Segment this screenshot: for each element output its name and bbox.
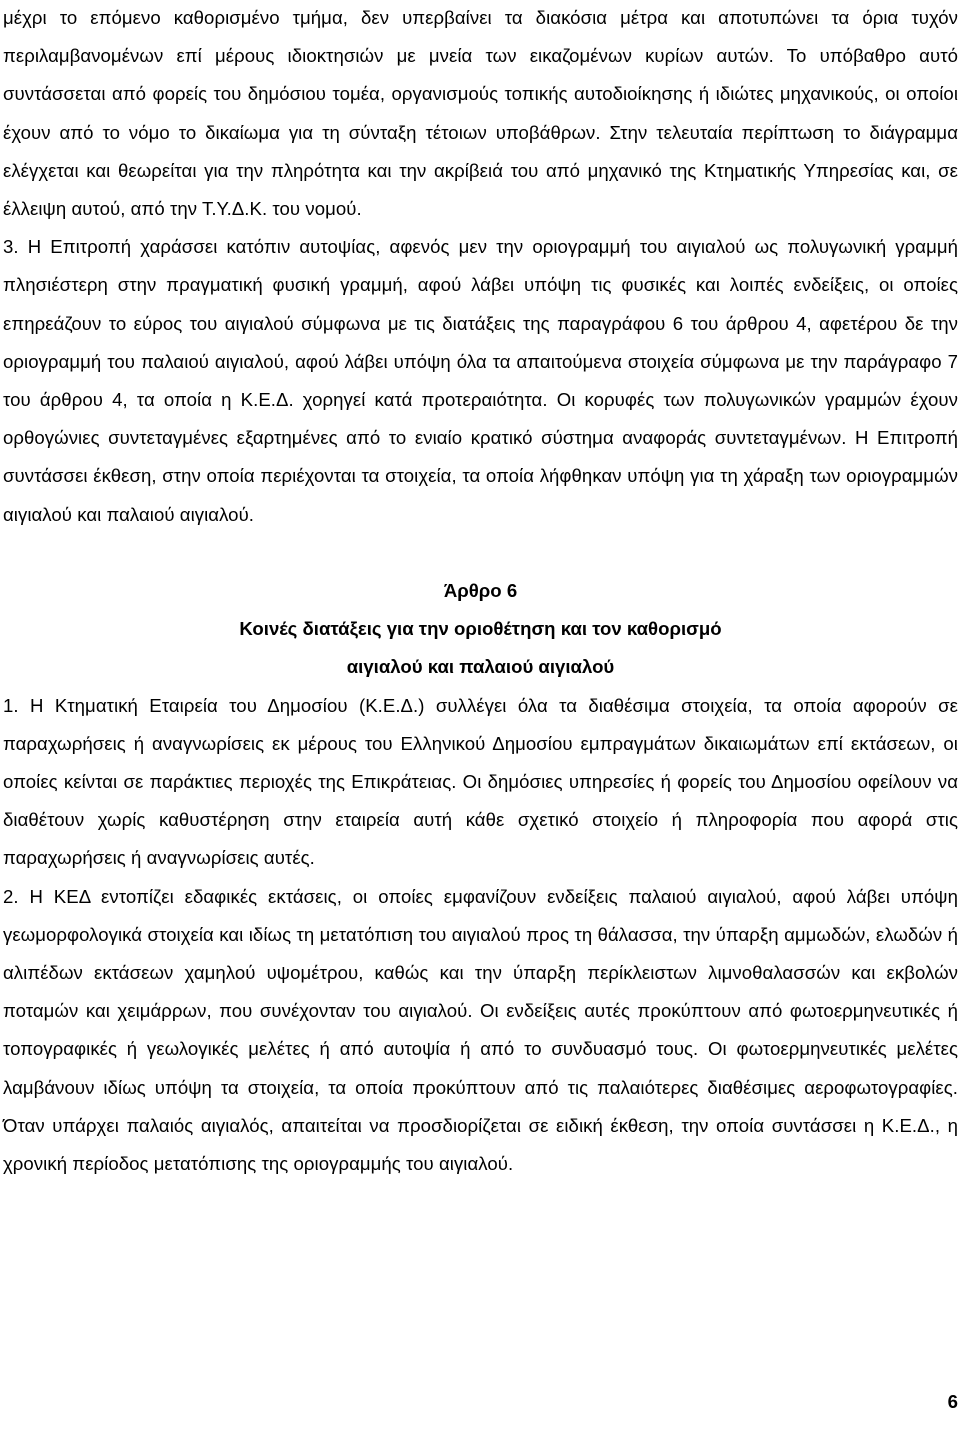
paragraph-2: 2. Η ΚΕΔ εντοπίζει εδαφικές εκτάσεις, οι οποίες εμφανίζουν ενδείξεις παλαιού αιγιαλού, αφού λάβει υπόψη γεωμορφολογικά στοιχεία και ιδίως τη μετατόπιση του αιγιαλού προς τη θάλασσα, την ύπαρξη αμμωδών, ελωδών ή αλιπέδων εκτάσεων χαμηλού υψομέτρου, καθώς και την ύπαρξη περίκλειστων λιμνοθαλασσών και εκβολών ποταμών και χειμάρρων, που συνέχονταν του αιγιαλού. Οι ενδείξεις αυτές προκύπτουν από φωτοερμηνευτικές ή τοπογραφικές ή γεωλογικές μελέτες ή από αυτοψία ή από το συνδυασμό τους. Οι φωτοερμηνευτικές μελέτες λαμβάνουν ιδίως υπόψη τα στοιχεία, τα οποία προκύπτουν από τις παλαιότερες διαθέσιμες αεροφωτογραφίες. Όταν υπάρχει παλαιός αιγιαλός, απαιτείται να προσδιορίζεται σε ειδική έκθεση, την οποία συντάσσει η Κ.Ε.Δ., η χρονική περίοδος μετατόπισης της οριογραμμής του αιγιαλού. — [3, 885, 958, 1175]
paragraph-3: 3. Η Επιτροπή χαράσσει κατόπιν αυτοψίας, αφενός μεν την οριογραμμή του αιγιαλού ως πολυγωνική γραμμή πλησιέστερη στην πραγματική φυσική γραμμή, αφού λάβει υπόψη τις φυσικές και λοιπές ενδείξεις, οι οποίες επηρεάζουν το εύρος του αιγιαλού σύμφωνα με τις διατάξεις της παραγράφου 6 του άρθρου 4, αφετέρου δε την οριογραμμή του παλαιού αιγιαλού, αφού λάβει υπόψη όλα τα απαιτούμενα στοιχεία σύμφωνα με την παράγραφο 7 του άρθρου 4, τα οποία η Κ.Ε.Δ. χορηγεί κατά προτεραιότητα. Οι κορυφές των πολυγωνικών γραμμών έχουν ορθογώνιες συντεταγμένες εξαρτημένες από το ενιαίο κρατικό σύστημα αναφοράς συντεταγμένων. Η Επιτροπή συντάσσει έκθεση, στην οποία περιέχονται τα στοιχεία, τα οποία λήφθηκαν υπόψη για τη χάραξη των οριογραμμών αιγιαλού και παλαιού αιγιαλού. — [3, 236, 958, 525]
paragraph-1: 1. Η Κτηματική Εταιρεία του Δημοσίου (Κ.Ε.Δ.) συλλέγει όλα τα διαθέσιμα στοιχεία, τα οποία αφορούν σε παραχωρήσεις ή αναγνωρίσεις εκ μέρους του Ελληνικού Δημοσίου εμπραγμάτων δικαιωμάτων επί εκτάσεων, οι οποίες κείνται σε παράκτιες περιοχές της Επικράτειας. Οι δημόσιες υπηρεσίες ή φορείς του Δημοσίου οφείλουν να διαθέτουν χωρίς καθυστέρηση στην εταιρεία αυτή κάθε σχετικό στοιχείο ή πληροφορία που αφορά στις παραχωρήσεις ή αναγνωρίσεις αυτές. — [3, 694, 958, 869]
section-spacer — [3, 534, 958, 572]
document-body — [3, 0, 958, 1183]
article-title-line-2: αιγιαλού και παλαιού αιγιαλού — [346, 656, 615, 678]
article-number-heading: Άρθρο 6 — [443, 580, 518, 602]
paragraph-continuation: μέχρι το επόμενο καθορισμένο τμήμα, δεν υπερβαίνει τα διακόσια μέτρα και αποτυπώνει τα όρια τυχόν περιλαμβανομένων επί μέρους ιδιοκτησιών με μνεία των εικαζομένων κυρίων αυτών. Το υπόβαθρο αυτό συντάσσεται από φορείς του δημόσιου τομέα, οργανισμούς τοπικής αυτοδιοίκησης ή ιδιώτες μηχανικούς, οι οποίοι έχουν από το νόμο το δικαίωμα για τη σύνταξη τέτοιων υποβάθρων. Στην τελευταία περίπτωση το διάγραμμα ελέγχεται και θεωρείται για την πληρότητα και την ακρίβειά του από μηχανικό της Κτηματικής Υπηρεσίας και, σε έλλειψη αυτού, από την Τ.Υ.Δ.Κ. του νομού. — [3, 7, 958, 220]
page-number: 6 — [947, 1391, 958, 1412]
article-title-line-1: Κοινές διατάξεις για την οριοθέτηση και τον καθορισμό — [239, 618, 722, 640]
